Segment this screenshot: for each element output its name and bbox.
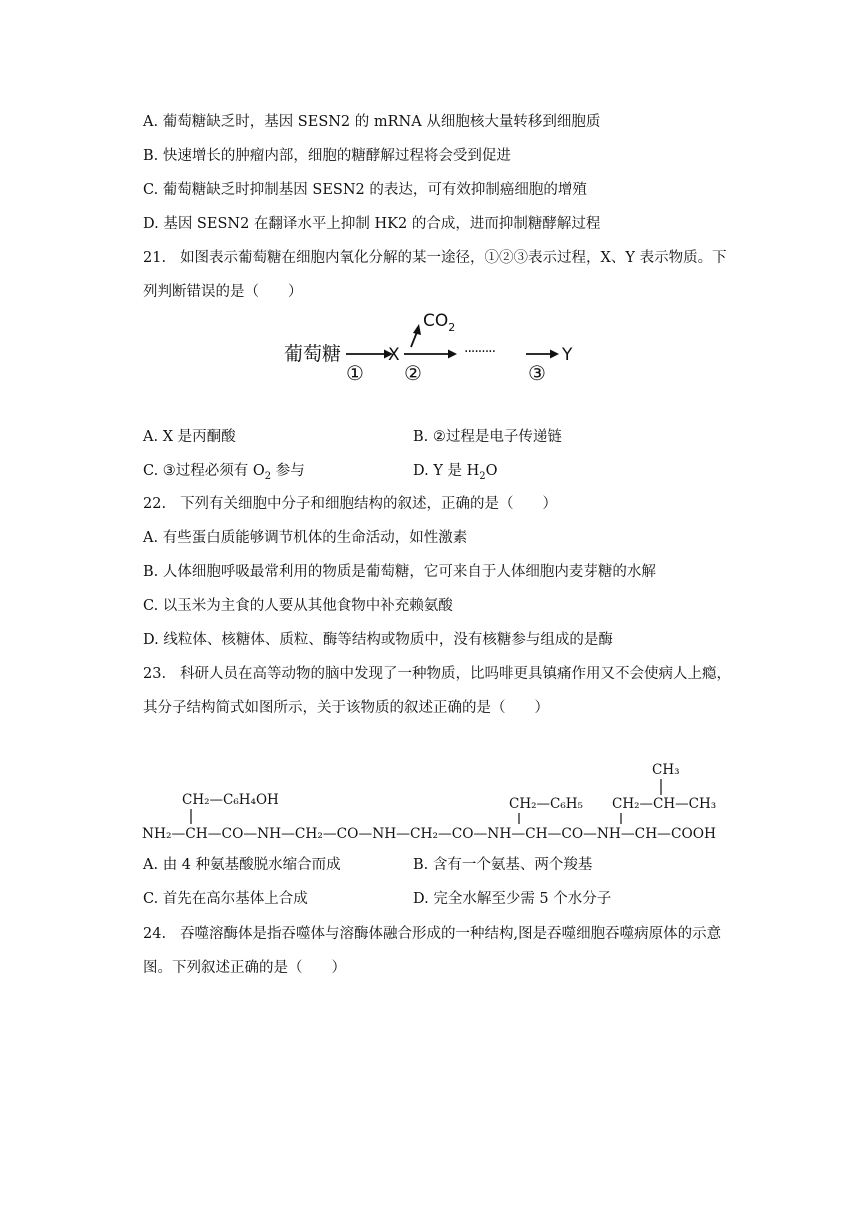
q20-option-a: A. 葡萄糖缺乏时，基因 SESN2 的 mRNA 从细胞核大量转移到细胞质 bbox=[143, 114, 601, 130]
question-text: 如图表示葡萄糖在细胞内氧化分解的某一途径，①②③表示过程，X、Y 表示物质。下 bbox=[180, 250, 727, 266]
q21-option-b: B. ②过程是电子传递链 bbox=[413, 429, 562, 445]
question-number: 22. bbox=[143, 496, 167, 512]
q23-option-c: C. 首先在高尔基体上合成 bbox=[143, 891, 308, 907]
q20-option-b: B. 快速增长的肿瘤内部，细胞的糖酵解过程将会受到促进 bbox=[143, 148, 511, 164]
question-number: 21. bbox=[143, 250, 167, 266]
q23-stem bbox=[143, 664, 731, 684]
arrow-head-2 bbox=[448, 350, 457, 359]
q23-options-row1 bbox=[143, 855, 593, 875]
question-number: 23. bbox=[143, 666, 167, 682]
q21-option-a: A. X 是丙酮酸 bbox=[143, 429, 236, 445]
q23-options-row2 bbox=[143, 889, 612, 909]
structure-r4: CH₂—C₆H₅ bbox=[509, 796, 583, 812]
step-2-label: ② bbox=[404, 361, 422, 385]
co2-arrow-head bbox=[413, 324, 421, 335]
x-label: X bbox=[388, 345, 400, 365]
q24-stem-line2: 图。下列叙述正确的是（ ） bbox=[143, 960, 346, 976]
q24-stem bbox=[143, 924, 721, 944]
co2-label: $CO_2$ bbox=[423, 311, 456, 334]
co2-arrow bbox=[411, 332, 417, 347]
q22-option-d: D. 线粒体、核糖体、质粒、酶等结构或物质中，没有核糖参与组成的是酶 bbox=[143, 632, 613, 648]
q21-option-d: D. Y 是 $H_2O$ bbox=[413, 463, 498, 482]
q22-option-a: A. 有些蛋白质能够调节机体的生命活动，如性激素 bbox=[143, 530, 468, 546]
q22-option-c: C. 以玉米为主食的人要从其他食物中补充赖氨酸 bbox=[143, 598, 453, 614]
step-3-label: ③ bbox=[528, 361, 546, 385]
step-1-label: ① bbox=[346, 361, 364, 385]
ellipsis-dots: ········· bbox=[464, 344, 496, 360]
q23-stem-line2: 其分子结构简式如图所示，关于该物质的叙述正确的是（ ） bbox=[143, 700, 549, 716]
question-text: 吞噬溶酶体是指吞噬体与溶酶体融合形成的一种结构,图是吞噬细胞吞噬病原体的示意 bbox=[180, 926, 722, 942]
y-label: Y bbox=[562, 345, 573, 365]
structure-backbone: NH₂—CH—CO—NH—CH₂—CO—NH—CH₂—CO—NH—CH—CO—NH—CH—COOH bbox=[142, 826, 717, 842]
glucose-pathway-diagram bbox=[280, 302, 600, 388]
structure-r5: CH₂—CH—CH₃ bbox=[612, 796, 717, 812]
q23-option-b: B. 含有一个氨基、两个羧基 bbox=[413, 857, 593, 873]
q21-stem bbox=[143, 248, 727, 268]
q21-options-row2 bbox=[143, 461, 498, 487]
arrow-head-3 bbox=[550, 350, 559, 359]
structure-r5-top: CH₃ bbox=[652, 762, 680, 778]
q20-option-d: D. 基因 SESN2 在翻译水平上抑制 HK2 的合成，进而抑制糖酵解过程 bbox=[143, 216, 601, 232]
glucose-label: 葡萄糖 bbox=[284, 343, 342, 365]
q21-options-row1 bbox=[143, 427, 562, 447]
question-number: 24. bbox=[143, 926, 167, 942]
peptide-structure-diagram bbox=[140, 756, 730, 848]
q23-option-a: A. 由 4 种氨基酸脱水缩合而成 bbox=[143, 857, 341, 873]
structure-r1: CH₂—C₆H₄OH bbox=[182, 792, 279, 808]
question-text: 科研人员在高等动物的脑中发现了一种物质，比吗啡更具镇痛作用又不会使病人上瘾， bbox=[180, 666, 732, 682]
q21-stem-line2: 列判断错误的是（ ） bbox=[143, 284, 303, 300]
q22-option-b: B. 人体细胞呼吸最常利用的物质是葡萄糖，它可来自于人体细胞内麦芽糖的水解 bbox=[143, 564, 656, 580]
question-text: 下列有关细胞中分子和细胞结构的叙述，正确的是（ ） bbox=[180, 496, 558, 512]
q22-stem bbox=[143, 494, 557, 514]
q21-option-c: C. ③过程必须有 $O_2$ 参与 bbox=[143, 463, 305, 482]
q20-option-c: C. 葡萄糖缺乏时抑制基因 SESN2 的表达，可有效抑制癌细胞的增殖 bbox=[143, 182, 587, 198]
q23-option-d: D. 完全水解至少需 5 个水分子 bbox=[413, 891, 612, 907]
